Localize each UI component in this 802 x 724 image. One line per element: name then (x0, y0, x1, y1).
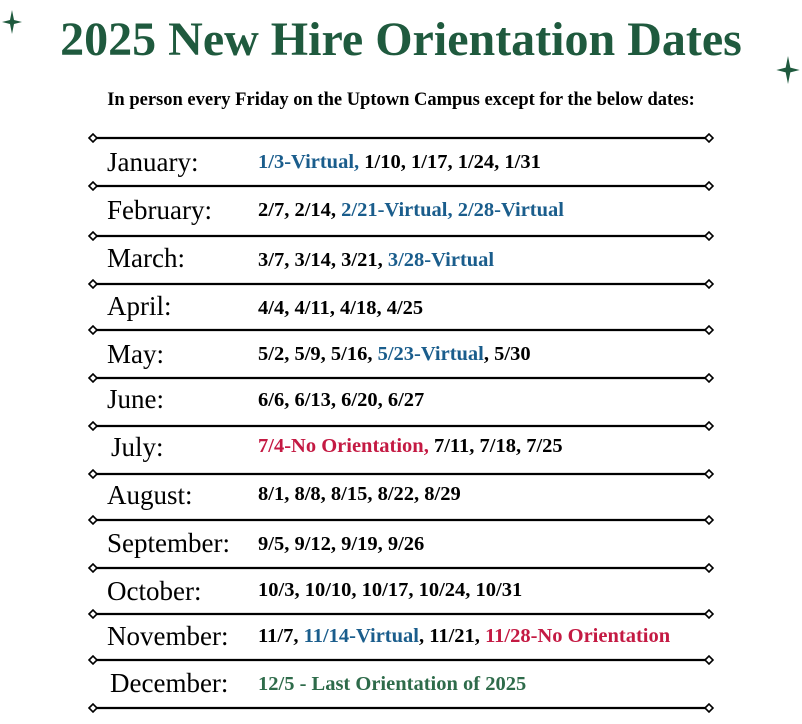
month-dates (258, 246, 494, 274)
month-dates (258, 386, 424, 414)
date-segment: 11/28-No Orientation (485, 625, 671, 647)
diamond-end-icon (705, 232, 713, 240)
date-segment: 8/1, 8/8, 8/15, 8/22, 8/29 (258, 483, 461, 505)
row-divider (88, 703, 714, 713)
row-divider (88, 515, 714, 525)
diamond-end-icon (705, 182, 713, 190)
month-dates (258, 196, 564, 224)
diamond-end-icon (705, 656, 713, 664)
diamond-end-icon (89, 470, 97, 478)
month-dates (258, 576, 522, 604)
date-segment: , 11/21, (418, 625, 486, 647)
diamond-end-icon (705, 516, 713, 524)
date-segment: 3/28-Virtual (387, 249, 495, 271)
row-divider (88, 655, 714, 665)
diamond-end-icon (89, 564, 97, 572)
page-subtitle: In person every Friday on the Uptown Campus except for the below dates: (107, 90, 695, 110)
month-dates (258, 670, 526, 698)
row-divider (88, 181, 714, 191)
month-label: March: (107, 243, 185, 273)
date-segment: 12/5 - Last Orientation of 2025 (258, 673, 527, 695)
diamond-end-icon (705, 134, 713, 142)
diamond-end-icon (89, 516, 97, 524)
diamond-end-icon (705, 280, 713, 288)
date-segment: 10/3, 10/10, 10/17, 10/24, 10/31 (258, 579, 523, 601)
diamond-end-icon (705, 326, 713, 334)
month-label: October: (107, 576, 202, 606)
date-segment: 7/4-No Orientation, (258, 435, 434, 457)
row-divider (88, 231, 714, 241)
date-segment: 4/4, 4/11, 4/18, 4/25 (258, 297, 424, 319)
month-label: July: (111, 432, 164, 462)
diamond-end-icon (705, 470, 713, 478)
month-label: September: (107, 528, 230, 558)
month-dates (258, 294, 423, 322)
diamond-end-icon (89, 280, 97, 288)
date-segment: 6/6, 6/13, 6/20, 6/27 (258, 389, 425, 411)
row-divider (88, 469, 714, 479)
month-dates (258, 530, 424, 558)
row-divider (88, 325, 714, 335)
month-label: January: (107, 147, 199, 177)
date-segment: 7/11, 7/18, 7/25 (433, 435, 563, 457)
month-label: June: (107, 384, 164, 414)
diamond-end-icon (89, 182, 97, 190)
month-dates (258, 432, 563, 460)
month-label: November: (107, 621, 229, 651)
diamond-end-icon (705, 704, 713, 712)
month-label: May: (107, 339, 164, 369)
month-dates (258, 340, 531, 368)
diamond-end-icon (705, 422, 713, 430)
month-dates (258, 622, 670, 650)
diamond-end-icon (89, 610, 97, 618)
diamond-end-icon (89, 232, 97, 240)
date-segment: , 5/30 (483, 343, 531, 365)
row-divider (88, 373, 714, 383)
month-dates (258, 480, 461, 508)
row-divider (88, 609, 714, 619)
diamond-end-icon (89, 374, 97, 382)
date-segment: 3/7, 3/14, 3/21, (258, 249, 388, 271)
diamond-end-icon (89, 326, 97, 334)
diamond-end-icon (705, 564, 713, 572)
date-segment: 5/2, 5/9, 5/16, (258, 343, 378, 365)
row-divider (88, 563, 714, 573)
date-segment: 9/5, 9/12, 9/19, 9/26 (258, 533, 425, 555)
row-divider (88, 133, 714, 143)
diamond-end-icon (89, 656, 97, 664)
date-segment: 11/7, (258, 625, 304, 647)
diamond-end-icon (705, 610, 713, 618)
date-segment: 5/23-Virtual (377, 343, 484, 365)
date-segment: 2/7, 2/14, (258, 199, 342, 221)
page-title: 2025 New Hire Orientation Dates (60, 13, 742, 66)
date-segment: 2/21-Virtual, 2/28-Virtual (341, 199, 564, 221)
diamond-end-icon (705, 374, 713, 382)
date-segment: 11/14-Virtual (303, 625, 419, 647)
diamond-end-icon (89, 422, 97, 430)
date-segment: 1/3-Virtual, (258, 151, 365, 173)
row-divider (88, 421, 714, 431)
diamond-end-icon (89, 134, 97, 142)
month-label: August: (107, 480, 193, 510)
month-dates (258, 148, 541, 176)
month-label: December: (110, 668, 229, 698)
month-label: April: (107, 291, 172, 321)
date-segment: 1/10, 1/17, 1/24, 1/31 (364, 151, 541, 173)
diamond-end-icon (89, 704, 97, 712)
row-divider (88, 279, 714, 289)
month-label: February: (107, 195, 212, 225)
